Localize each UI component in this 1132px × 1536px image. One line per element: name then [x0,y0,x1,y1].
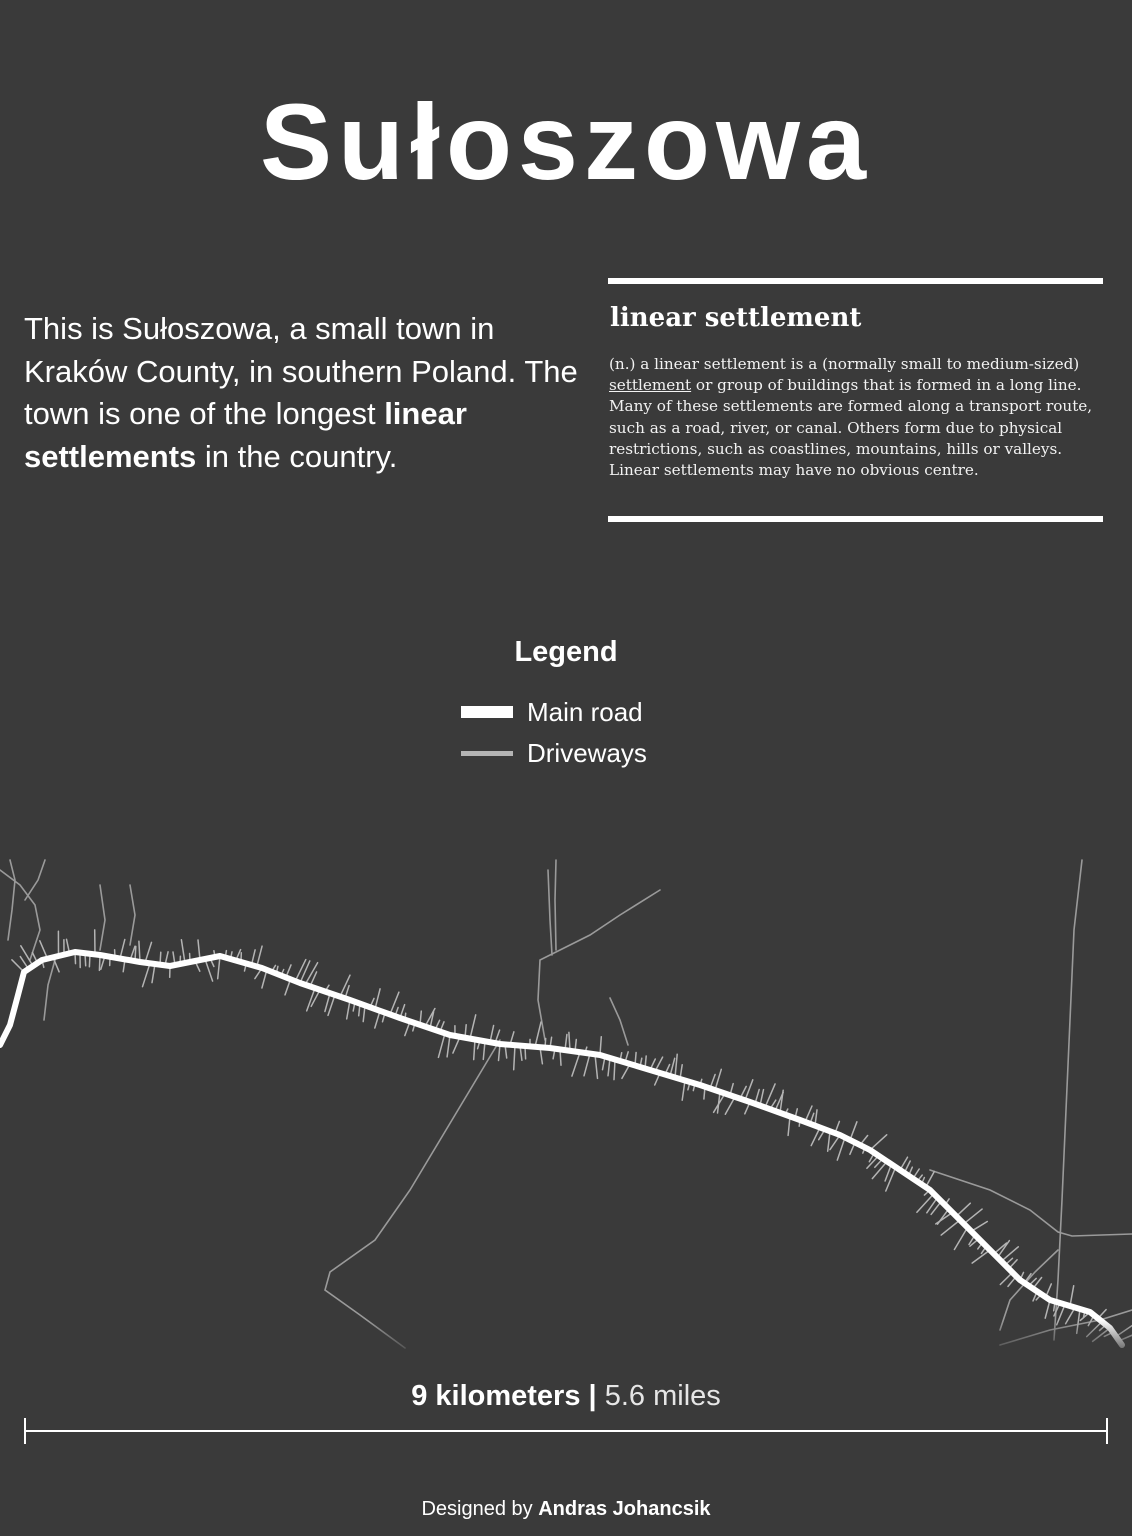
definition-term: linear settlement [610,303,862,333]
minor-roads [0,860,1132,1348]
minor-road [548,870,552,955]
definition-text: (n.) a linear settlement is a (normally small to medium-sized) [609,355,1080,373]
driveway [941,1220,960,1235]
minor-road [0,870,40,960]
credit-author: Andras Johancsik [538,1498,711,1520]
driveway [514,1045,515,1070]
intro-text [24,308,594,478]
driveway [470,1015,476,1039]
driveway [837,1138,845,1161]
definition-link[interactable]: settlement [609,376,692,395]
driveway [872,1161,887,1178]
minor-road [130,885,135,945]
legend-item-main-road [461,696,643,728]
driveway [811,1128,820,1146]
minor-road [44,960,55,1020]
driveway [145,942,152,962]
driveway [1070,1286,1074,1306]
designer-credit [0,1496,1132,1522]
legend-item-driveways [461,737,647,769]
legend-label: Main road [527,697,643,727]
definition-text: or group of buildings that is formed in a long line. Many of these settlements are formed along a transport route, such as a road, river, or canal. Others form due to physical restrictions, such as coastlines, mountains, hills or valleys. Linear settlements may have no obvious centre. [609,376,1093,480]
scale-separator: | [588,1380,597,1412]
intro-text-part: This is Sułoszowa, a small town in Kraków County, in southern Poland. The town is one of the longest [24,311,578,431]
definition-box [608,278,1103,522]
driveway [917,1194,934,1213]
minor-road [610,998,628,1045]
scale-label [0,1378,1132,1414]
definition-body [609,354,1103,481]
minor-road [100,885,105,950]
main-road [0,952,1122,1345]
driveway [675,1054,677,1077]
minor-road [25,860,45,900]
driveway [438,1033,445,1057]
driveway [474,1040,475,1060]
scale-bar [24,1414,1108,1448]
map-title: Sułoszowa [259,81,873,202]
driveway [886,1167,896,1191]
minor-road [325,1040,500,1348]
driveway [745,1080,753,1101]
credit-prefix: Designed by [421,1498,539,1520]
driveway [572,1052,580,1076]
driveway [257,946,262,966]
minor-road [1054,860,1082,1340]
driveway [198,940,200,960]
driveway [595,1054,598,1078]
driveway [143,963,151,986]
scale-imperial: 5.6 miles [604,1380,721,1412]
driveway [447,1035,450,1057]
map-fade [0,1320,1132,1360]
driveway [307,988,315,1011]
driveway [954,1228,967,1250]
minor-road [538,890,660,1040]
legend-title: Legend [514,636,618,668]
minor-road [555,860,556,950]
driveway [964,1209,982,1224]
main-road-swatch [461,706,513,718]
intro-emphasis: linear settlements [24,396,467,474]
legend-label: Driveways [527,738,647,768]
driveway [780,1090,783,1113]
scale-metric: 9 kilometers [411,1380,581,1412]
driveway [715,1069,721,1090]
driveway [295,960,306,982]
driveways [12,930,1132,1342]
intro-text-part: in the country. [196,438,398,474]
driveways-swatch [461,751,513,756]
driveway [535,1022,541,1047]
minor-road [8,860,15,940]
driveway [375,989,380,1009]
driveway [972,1250,990,1263]
driveway [181,940,185,963]
settlement-map [0,850,1132,1360]
driveway [870,1135,887,1150]
driveway [584,1054,590,1076]
minor-road [930,1170,1132,1236]
